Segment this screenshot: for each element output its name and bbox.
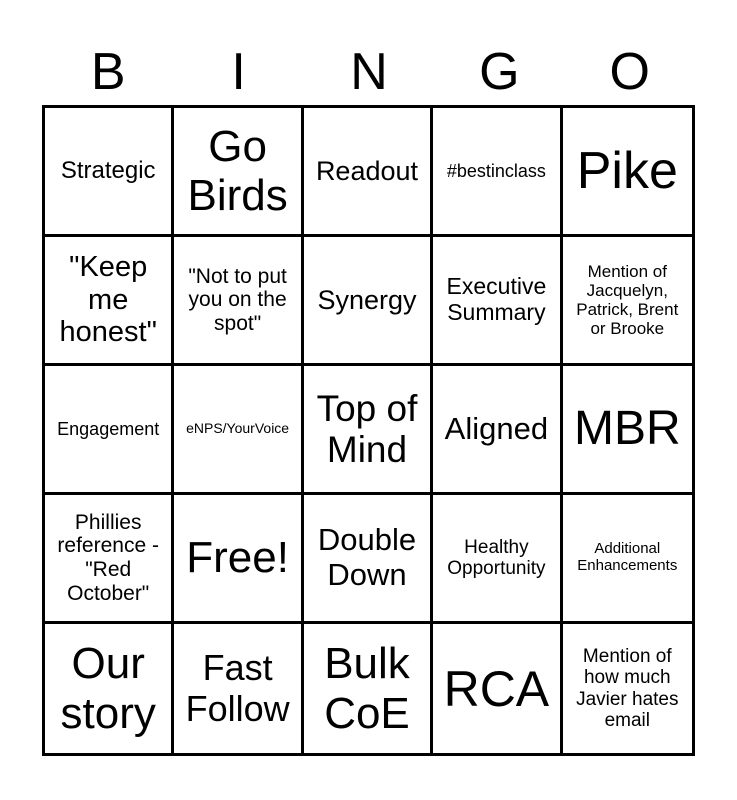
bingo-cell[interactable]: "Keep me honest" — [45, 237, 174, 366]
bingo-cell[interactable]: Go Birds — [174, 108, 303, 237]
free-space-cell[interactable]: Free! — [174, 495, 303, 624]
bingo-cell[interactable]: Engagement — [45, 366, 174, 495]
header-letter-g: G — [479, 43, 520, 101]
bingo-cell[interactable]: Phillies reference - "Red October" — [45, 495, 174, 624]
bingo-cell[interactable]: "Not to put you on the spot" — [174, 237, 303, 366]
bingo-board — [42, 105, 695, 756]
bingo-cell[interactable]: Additional Enhancements — [563, 495, 692, 624]
header-letter-i: I — [231, 43, 246, 101]
bingo-cell[interactable]: #bestinclass — [433, 108, 562, 237]
bingo-cell[interactable]: Aligned — [433, 366, 562, 495]
bingo-cell[interactable]: Synergy — [304, 237, 433, 366]
bingo-header — [43, 40, 695, 104]
header-letter-n: N — [350, 43, 388, 101]
bingo-cell[interactable]: Fast Follow — [174, 624, 303, 753]
bingo-cell[interactable]: Strategic — [45, 108, 174, 237]
header-letter-o: O — [609, 43, 650, 101]
bingo-cell[interactable]: Executive Summary — [433, 237, 562, 366]
bingo-cell[interactable]: Top of Mind — [304, 366, 433, 495]
bingo-cell[interactable]: eNPS/YourVoice — [174, 366, 303, 495]
bingo-cell[interactable]: Double Down — [304, 495, 433, 624]
bingo-cell[interactable]: Bulk CoE — [304, 624, 433, 753]
bingo-cell[interactable]: Mention of Jacquelyn, Patrick, Brent or Brooke — [563, 237, 692, 366]
bingo-cell[interactable]: Healthy Opportunity — [433, 495, 562, 624]
bingo-cell[interactable]: Our story — [45, 624, 174, 753]
header-letter-b: B — [90, 43, 126, 101]
bingo-cell[interactable]: Readout — [304, 108, 433, 237]
bingo-cell[interactable]: RCA — [433, 624, 562, 753]
bingo-cell[interactable]: MBR — [563, 366, 692, 495]
bingo-cell[interactable]: Mention of how much Javier hates email — [576, 645, 679, 731]
bingo-cell[interactable]: Pike — [563, 108, 692, 237]
